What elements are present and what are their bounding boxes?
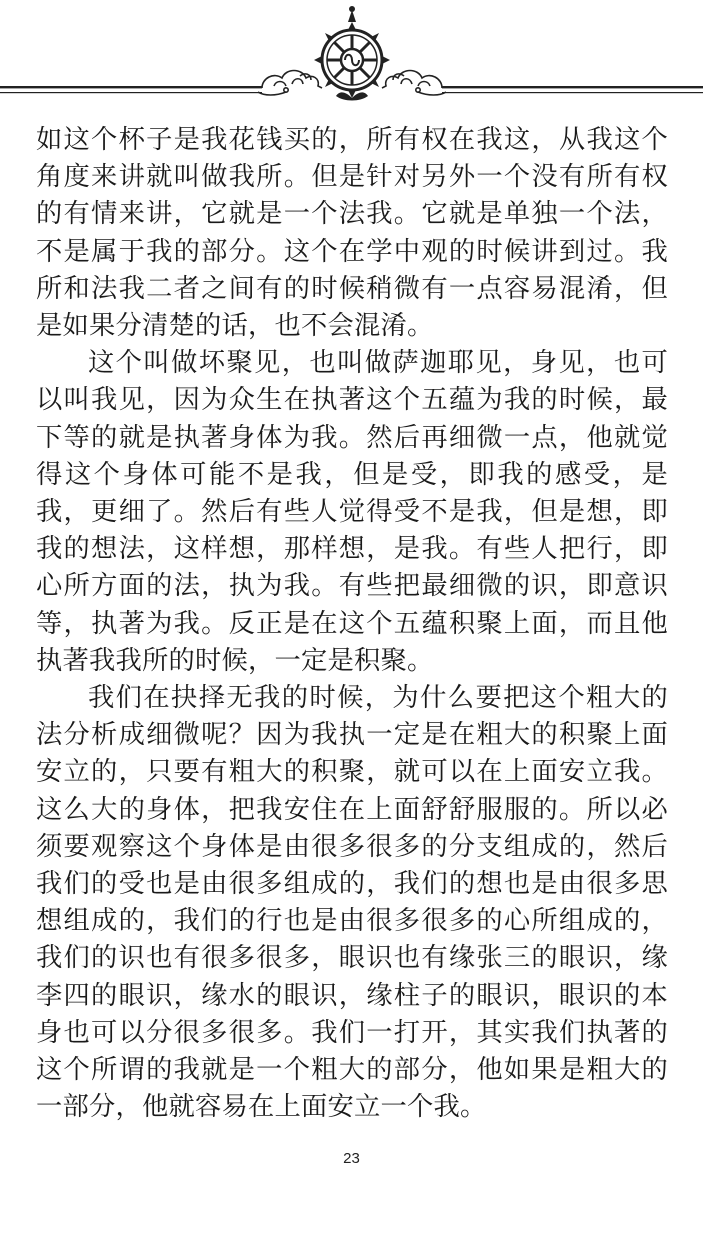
paragraph: 如这个杯子是我花钱买的，所有权在我这，从我这个角度来讲就叫做我所。但是针对另外一个没有所有权的有情来讲，它就是一个法我。它就是单独一个法，不是属于我的部分。这个在学中观的时候讲到过。我所和法我二者之间有的时候稍微有一点容易混淆，但是如果分清楚的话，也不会混淆。: [36, 125, 668, 342]
cloud-ornament-left-icon: [258, 71, 322, 96]
page-body: [36, 122, 668, 1126]
paragraph: 我们在抉择无我的时候，为什么要把这个粗大的法分析成细微呢？因为我执一定是在粗大的积聚上面安立的，只要有粗大的积聚，就可以在上面安立我。这么大的身体，把我安住在上面舒舒服服的。所以必须要观察这个身体是由很多很多的分支组成的，然后我们的受也是由很多组成的，我们的想也是由很多思想组成的，我们的行也是由很多很多的心所组成的，我们的识也有很多很多，眼识也有缘张三的眼识，缘李四的眼识，缘水的眼识，缘柱子的眼识，眼识的本身也可以分很多很多。我们一打开，其实我们执著的这个所谓的我就是一个粗大的部分，他如果是粗大的一部分，他就容易在上面安立一个我。: [36, 683, 668, 1123]
cloud-ornament-right-icon: [382, 71, 446, 96]
page-number: 23: [343, 1150, 360, 1167]
paragraph: 这个叫做坏聚见，也叫做萨迦耶见，身见，也可以叫我见，因为众生在执著这个五蕴为我的时候，最下等的就是执著身体为我。然后再细微一点，他就觉得这个身体可能不是我，但是受，即我的感受，是我，更细了。然后有些人觉得受不是我，但是想，即我的想法，这样想，那样想，是我。有些人把行，即心所方面的法，执为我。有些把最细微的识，即意识等，执著为我。反正是在这个五蕴积聚上面，而且他执著我我所的时候，一定是积聚。: [36, 348, 668, 676]
page-header: [0, 0, 703, 110]
dharma-wheel-icon: [314, 6, 390, 101]
header-ornament: [0, 0, 703, 110]
